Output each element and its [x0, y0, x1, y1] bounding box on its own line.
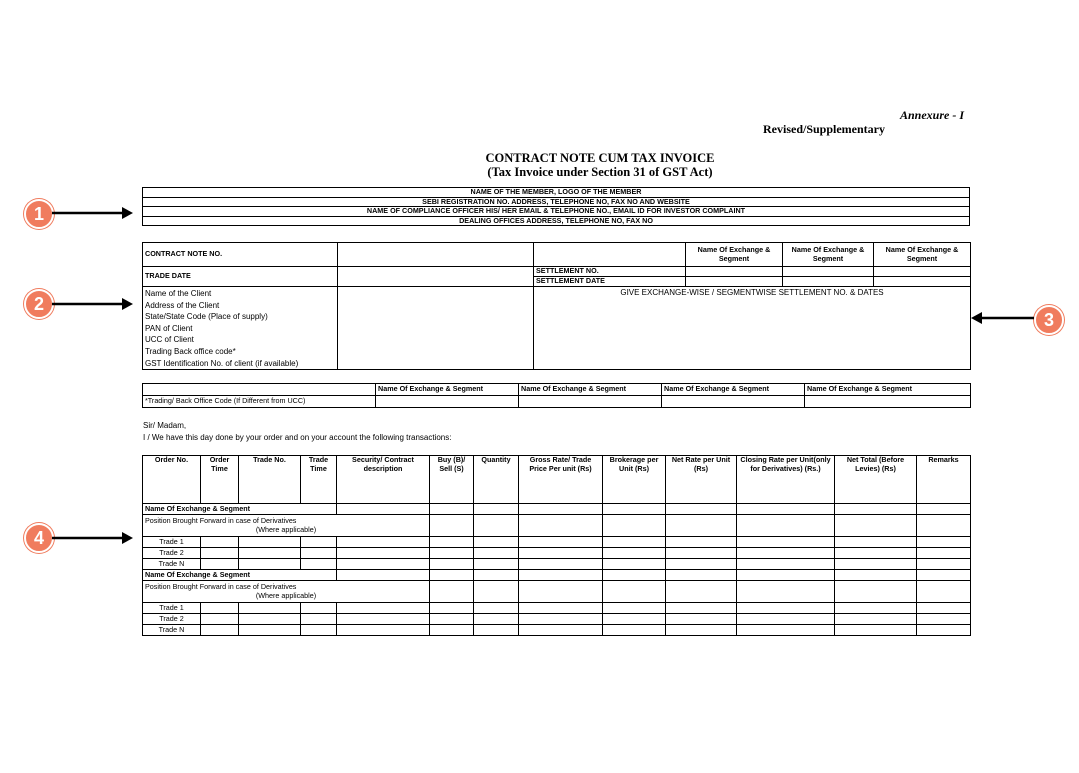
cell [603, 515, 666, 537]
col-header: Brokerage per Unit (Rs) [603, 456, 666, 504]
compliance-officer-row: NAME OF COMPLIANCE OFFICER HIS/ HER EMAIL & TELEPHONE NO., EMAIL ID FOR INVESTOR COMPLAINT [143, 207, 970, 217]
cell [337, 537, 430, 548]
cell [917, 537, 971, 548]
cell [666, 537, 737, 548]
backoffice-table [142, 383, 971, 408]
client-values-cell [338, 287, 534, 370]
backoffice-code-cell [519, 396, 662, 408]
backoffice-code-cell [376, 396, 519, 408]
cell [301, 625, 337, 636]
position-line: Position Brought Forward in case of Derivatives [145, 581, 297, 591]
client-fields-cell [143, 287, 338, 370]
cell [430, 570, 474, 581]
cell [474, 614, 519, 625]
marker-3: 3 [1034, 305, 1064, 335]
cell [474, 504, 519, 515]
cell [917, 515, 971, 537]
cell [737, 548, 835, 559]
cell [430, 504, 474, 515]
backoffice-code-cell [662, 396, 805, 408]
col-header: Buy (B)/ Sell (S) [430, 456, 474, 504]
cell [301, 614, 337, 625]
cell [835, 570, 917, 581]
cell [917, 559, 971, 570]
cell [430, 559, 474, 570]
cell [666, 581, 737, 603]
col-header: Net Total (Before Levies) (Rs) [835, 456, 917, 504]
cell [835, 581, 917, 603]
cell [666, 548, 737, 559]
exchange-segment-head: Name Of Exchange & Segment [662, 384, 805, 396]
cell [430, 625, 474, 636]
cell [201, 559, 239, 570]
settlement-date-label: SETTLEMENT DATE [534, 277, 686, 287]
cell [603, 581, 666, 603]
contract-note-no-label: CONTRACT NOTE NO. [143, 243, 338, 267]
cell [917, 504, 971, 515]
revised-label: Revised/Supplementary [763, 122, 886, 136]
marker-1: 1 [24, 199, 54, 229]
cell [301, 548, 337, 559]
cell [835, 625, 917, 636]
cell [917, 625, 971, 636]
cell [474, 570, 519, 581]
cell [603, 603, 666, 614]
cell [666, 603, 737, 614]
cell [239, 559, 301, 570]
cell [337, 504, 430, 515]
cell [201, 537, 239, 548]
cell [917, 570, 971, 581]
settlement-no-label: SETTLEMENT NO. [534, 267, 686, 277]
cell [519, 625, 603, 636]
cell [430, 537, 474, 548]
cell [737, 559, 835, 570]
cell [835, 603, 917, 614]
cell [737, 581, 835, 603]
col-header: Remarks [917, 456, 971, 504]
cell [474, 581, 519, 603]
cell [474, 559, 519, 570]
trade-label: Trade N [143, 559, 201, 570]
arrow-right-icon [52, 531, 134, 545]
cell [239, 603, 301, 614]
section-label: Name Of Exchange & Segment [143, 504, 337, 515]
col-header: Trade No. [239, 456, 301, 504]
cell [519, 559, 603, 570]
cell [430, 515, 474, 537]
cell [666, 515, 737, 537]
cell [301, 559, 337, 570]
trade-label: Trade 2 [143, 548, 201, 559]
cell [917, 603, 971, 614]
sebi-registration-row: SEBI REGISTRATION NO. ADDRESS, TELEPHONE NO, FAX NO AND WEBSITE [143, 197, 970, 207]
cell [603, 559, 666, 570]
cell [337, 603, 430, 614]
arrow-right-icon [52, 206, 134, 220]
cell [519, 504, 603, 515]
cell [603, 570, 666, 581]
cell [666, 625, 737, 636]
settlement-no-cell [686, 267, 783, 277]
page-title: CONTRACT NOTE CUM TAX INVOICE [485, 151, 715, 165]
trade-label: Trade 1 [143, 537, 201, 548]
position-line: (Where applicable) [255, 524, 317, 534]
position-line: (Where applicable) [255, 590, 317, 600]
exchange-segment-head: Name Of Exchange & Segment [874, 243, 971, 267]
exchange-segment-head: Name Of Exchange & Segment [783, 243, 874, 267]
exchange-segment-head: Name Of Exchange & Segment [376, 384, 519, 396]
cell [603, 614, 666, 625]
backoffice-code-cell [805, 396, 971, 408]
annexure-label: Annexure - I [900, 108, 965, 122]
section-label: Name Of Exchange & Segment [143, 570, 337, 581]
trade-date-label: TRADE DATE [143, 267, 338, 287]
cell [917, 614, 971, 625]
cell [337, 625, 430, 636]
marker-2: 2 [24, 289, 54, 319]
cell [337, 559, 430, 570]
settlement-note: GIVE EXCHANGE-WISE / SEGMENTWISE SETTLEMENT NO. & DATES [534, 287, 971, 370]
trade-label: Trade 1 [143, 603, 201, 614]
cell [337, 570, 430, 581]
intro-text: I / We have this day done by your order and on your account the following transactions: [143, 433, 452, 442]
trade-label: Trade 2 [143, 614, 201, 625]
cell [835, 614, 917, 625]
cell [519, 603, 603, 614]
cell [666, 614, 737, 625]
cell [737, 515, 835, 537]
cell [737, 614, 835, 625]
contract-table [142, 242, 971, 370]
cell [430, 581, 474, 603]
cell [603, 537, 666, 548]
cell [201, 614, 239, 625]
dealing-office-row: DEALING OFFICES ADDRESS, TELEPHONE NO, FAX NO [143, 216, 970, 226]
settlement-date-cell [686, 277, 783, 287]
cell [301, 537, 337, 548]
position-brought-forward [143, 515, 430, 537]
position-line: Position Brought Forward in case of Derivatives [145, 515, 297, 525]
member-name-row: NAME OF THE MEMBER, LOGO OF THE MEMBER [143, 188, 970, 198]
cell [201, 625, 239, 636]
cell [474, 625, 519, 636]
settlement-no-cell [783, 267, 874, 277]
cell [737, 537, 835, 548]
backoffice-code-label: *Trading/ Back Office Code (If Different from UCC) [143, 396, 376, 408]
contract-note-no-value [338, 243, 534, 267]
cell [737, 625, 835, 636]
settlement-date-cell [874, 277, 971, 287]
cell [239, 537, 301, 548]
cell [239, 548, 301, 559]
cell [201, 548, 239, 559]
cell [835, 515, 917, 537]
cell [239, 625, 301, 636]
cell [666, 504, 737, 515]
cell [519, 537, 603, 548]
trade-date-value [338, 267, 534, 287]
cell [737, 570, 835, 581]
backoffice-blank-cell [143, 384, 376, 396]
cell [301, 603, 337, 614]
client-field: Trading Back office code* [145, 346, 236, 356]
settlement-date-cell [783, 277, 874, 287]
cell [603, 625, 666, 636]
col-header: Trade Time [301, 456, 337, 504]
cell [737, 603, 835, 614]
cell [239, 614, 301, 625]
cell [474, 603, 519, 614]
cell [337, 548, 430, 559]
cell [917, 548, 971, 559]
client-field: Address of the Client [145, 300, 220, 310]
cell [519, 581, 603, 603]
cell [835, 537, 917, 548]
col-header: Quantity [474, 456, 519, 504]
arrow-left-icon [970, 311, 1034, 325]
client-field: PAN of Client [145, 323, 193, 333]
cell [474, 515, 519, 537]
arrow-right-icon [52, 297, 134, 311]
cell [519, 548, 603, 559]
cell [603, 548, 666, 559]
cell [519, 614, 603, 625]
cell [737, 504, 835, 515]
cell [430, 548, 474, 559]
page-subtitle: (Tax Invoice under Section 31 of GST Act) [487, 165, 713, 179]
trade-label: Trade N [143, 625, 201, 636]
client-field: GST Identification No. of client (if available) [145, 358, 299, 368]
cell [430, 603, 474, 614]
col-header: Closing Rate per Unit(only for Derivatives) (Rs.) [737, 456, 835, 504]
exchange-segment-head: Name Of Exchange & Segment [805, 384, 971, 396]
cell [603, 504, 666, 515]
col-header: Net Rate per Unit (Rs) [666, 456, 737, 504]
col-header: Order Time [201, 456, 239, 504]
cell [666, 570, 737, 581]
cell [430, 614, 474, 625]
col-header: Order No. [143, 456, 201, 504]
cell [666, 559, 737, 570]
client-field: Name of the Client [145, 289, 212, 298]
member-info-table [142, 187, 970, 226]
cell [835, 504, 917, 515]
position-brought-forward [143, 581, 430, 603]
contract-blank-cell [534, 243, 686, 267]
cell [337, 614, 430, 625]
cell [835, 548, 917, 559]
col-header: Gross Rate/ Trade Price Per unit (Rs) [519, 456, 603, 504]
client-field: State/State Code (Place of supply) [145, 312, 268, 322]
cell [917, 581, 971, 603]
client-field: UCC of Client [145, 335, 194, 345]
settlement-no-cell [874, 267, 971, 277]
transactions-table [142, 455, 971, 636]
exchange-segment-head: Name Of Exchange & Segment [686, 243, 783, 267]
exchange-segment-head: Name Of Exchange & Segment [519, 384, 662, 396]
cell [474, 537, 519, 548]
cell [201, 603, 239, 614]
salutation: Sir/ Madam, [143, 421, 187, 430]
cell [835, 559, 917, 570]
cell [474, 548, 519, 559]
marker-4: 4 [24, 523, 54, 553]
cell [519, 515, 603, 537]
cell [519, 570, 603, 581]
col-header: Security/ Contract description [337, 456, 430, 504]
